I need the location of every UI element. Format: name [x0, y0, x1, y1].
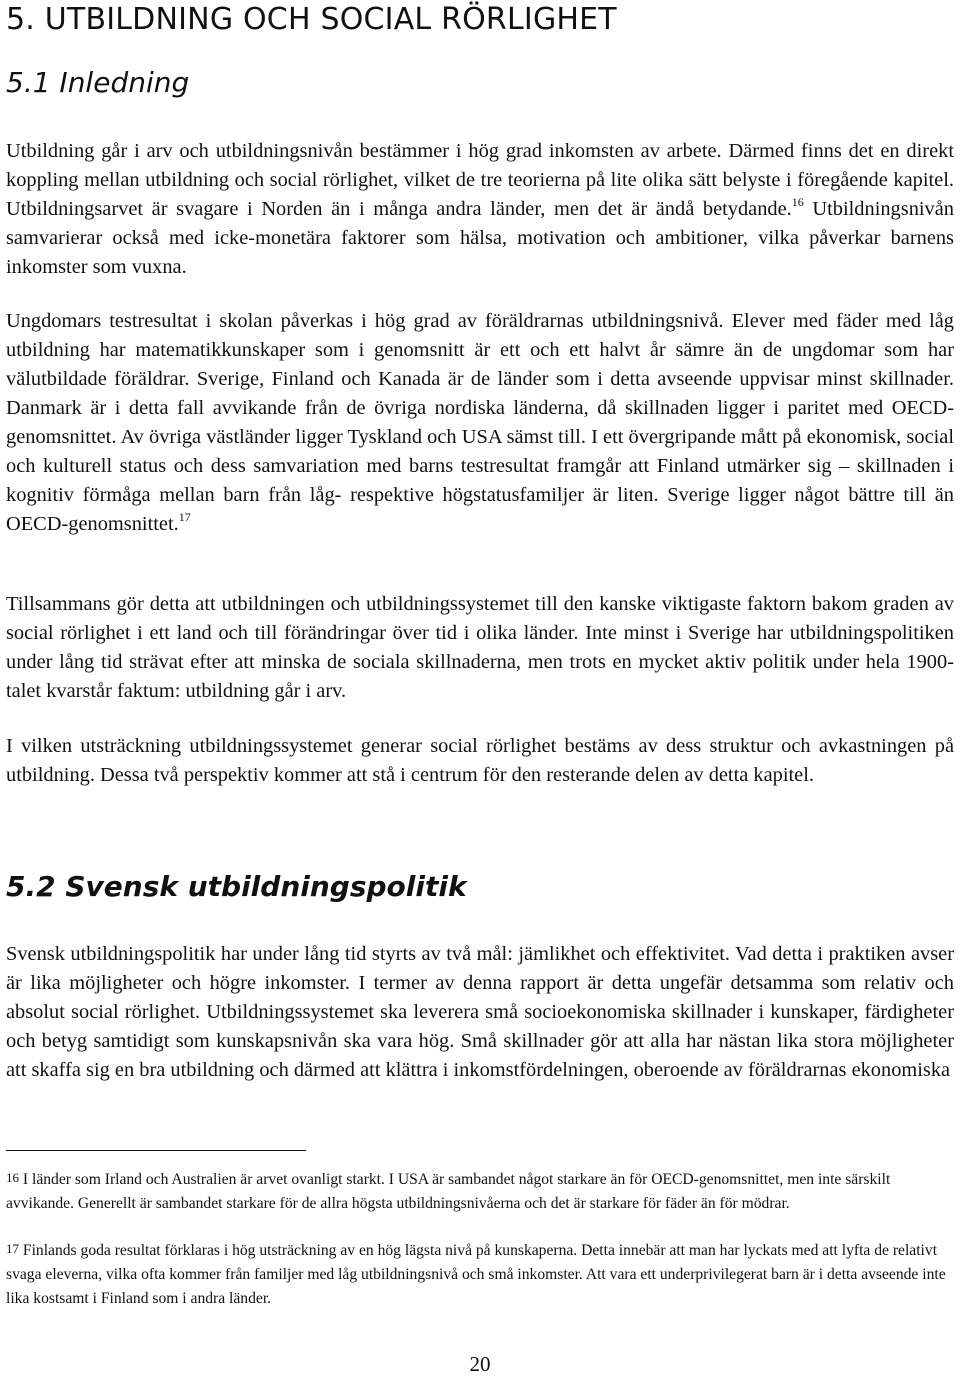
footnote-ref-17[interactable]: 17: [178, 510, 191, 524]
footnote-17: [6, 1237, 954, 1311]
intro-paragraph-2-text: Ungdomars testresultat i skolan påverkas i hög grad av föräldrarnas utbildningsnivå. Elever med fäder med låg utbildning har matematikkunskaper som i genomsnitt är ett och ett halvt år sämre än de ungdomar som har välutbildade föräldrar. Sverige, Finland och Kanada är de länder som i detta avseende uppvisar minst skillnader. Danmark är i detta fall avvikande från de övriga nordiska länderna, då skillnaden ligger i paritet med OECD-genomsnittet. Av övriga västländer ligger Tyskland och USA sämst till. I ett övergripande mått på ekonomisk, social och kulturell status och dess samvariation med barns testresultat framgår att Finland utmärker sig – skillnaden i kognitiv förmåga mellan barn från låg- respektive högstatusfamiljer är liten. Sverige ligger något bättre till än OECD-genomsnittet.: [6, 310, 954, 535]
intro-paragraph-1-continuation: Utbildningsnivån samvarierar också med icke-monetära faktorer som hälsa, motivation och ambitioner, vilka påverkar barnens inkomster som vuxna.: [6, 198, 954, 278]
footnote-17-number: 17: [6, 1241, 19, 1256]
section-heading-policy: 5.2 Svensk utbildningspolitik: [6, 870, 467, 903]
footnote-divider: [6, 1150, 306, 1151]
intro-paragraph-3: Tillsammans gör detta att utbildningen och utbildningssystemet till den kanske viktigaste faktorn bakom graden av social rörlighet i ett land och till förändringar över tid i olika länder. Inte minst i Sverige har utbildningspolitiken under lång tid strävat efter att minska de sociala skillnaderna, men trots en mycket aktiv politik under hela 1900-talet kvarstår faktum: utbildning går i arv.: [6, 593, 954, 702]
intro-paragraph-1: [6, 137, 954, 282]
intro-paragraph-1-text: Utbildning går i arv och utbildningsnivån bestämmer i hög grad inkomsten av arbete. Därmed finns det en direkt koppling mellan utbildning och social rörlighet, vilket de tre teorierna på lite olika sätt belyste i föregående kapitel. Utbildningsarvet är svagare i Norden än i många andra länder, men det är ändå betydande.: [6, 140, 954, 220]
footnote-17-text: Finlands goda resultat förklaras i hög utsträckning av en hög lägsta nivå på kunskaperna. Detta innebär att man har lyckats med att lyfta de relativt svaga eleverna, vilka ofta kommer från familjer med låg utbildningsnivå och små inkomster. Att vara ett underprivilegerat barn är i detta avseende inte lika kostsamt i Finland som i andra länder.: [6, 1242, 946, 1307]
footnote-16-text: I länder som Irland och Australien är arvet ovanligt starkt. I USA är sambandet något starkare än för OECD-genomsnittet, men inte särskilt avvikande. Generellt är sambandet starkare för de allra högsta utbildningsnivåerna och det är starkare för fäder än för mödrar.: [6, 1171, 891, 1212]
footnote-ref-16[interactable]: 16: [791, 195, 804, 209]
intro-paragraph-4: I vilken utsträckning utbildningssystemet generar social rörlighet bestäms av dess struktur och avkastningen på utbildning. Dessa två perspektiv kommer att stå i centrum för den resterande delen av detta kapitel.: [6, 735, 954, 786]
footnote-16: [6, 1166, 954, 1216]
footnote-16-number: 16: [6, 1170, 19, 1185]
section-heading-intro: 5.1 Inledning: [6, 66, 190, 99]
chapter-title: 5. UTBILDNING OCH SOCIAL RÖRLIGHET: [6, 2, 617, 37]
intro-paragraph-2: [6, 307, 954, 539]
page-number: 20: [469, 1352, 491, 1376]
policy-paragraph-1: Svensk utbildningspolitik har under lång tid styrts av två mål: jämlikhet och effektivitet. Vad detta i praktiken avser är lika möjligheter och högre inkomster. I termer av denna rapport är detta ungefär detsamma som relativ och absolut social rörlighet. Utbildningssystemet ska leverera små socioekonomiska skillnader i kunskaper, färdigheter och betyg samtidigt som kunskapsnivån ska vara hög. Små skillnader gör att alla har nästan lika stora möjligheter att skaffa sig en bra utbildning och därmed att klättra i inkomstfördelningen, oberoende av föräldrarnas ekonomiska: [6, 943, 954, 1081]
